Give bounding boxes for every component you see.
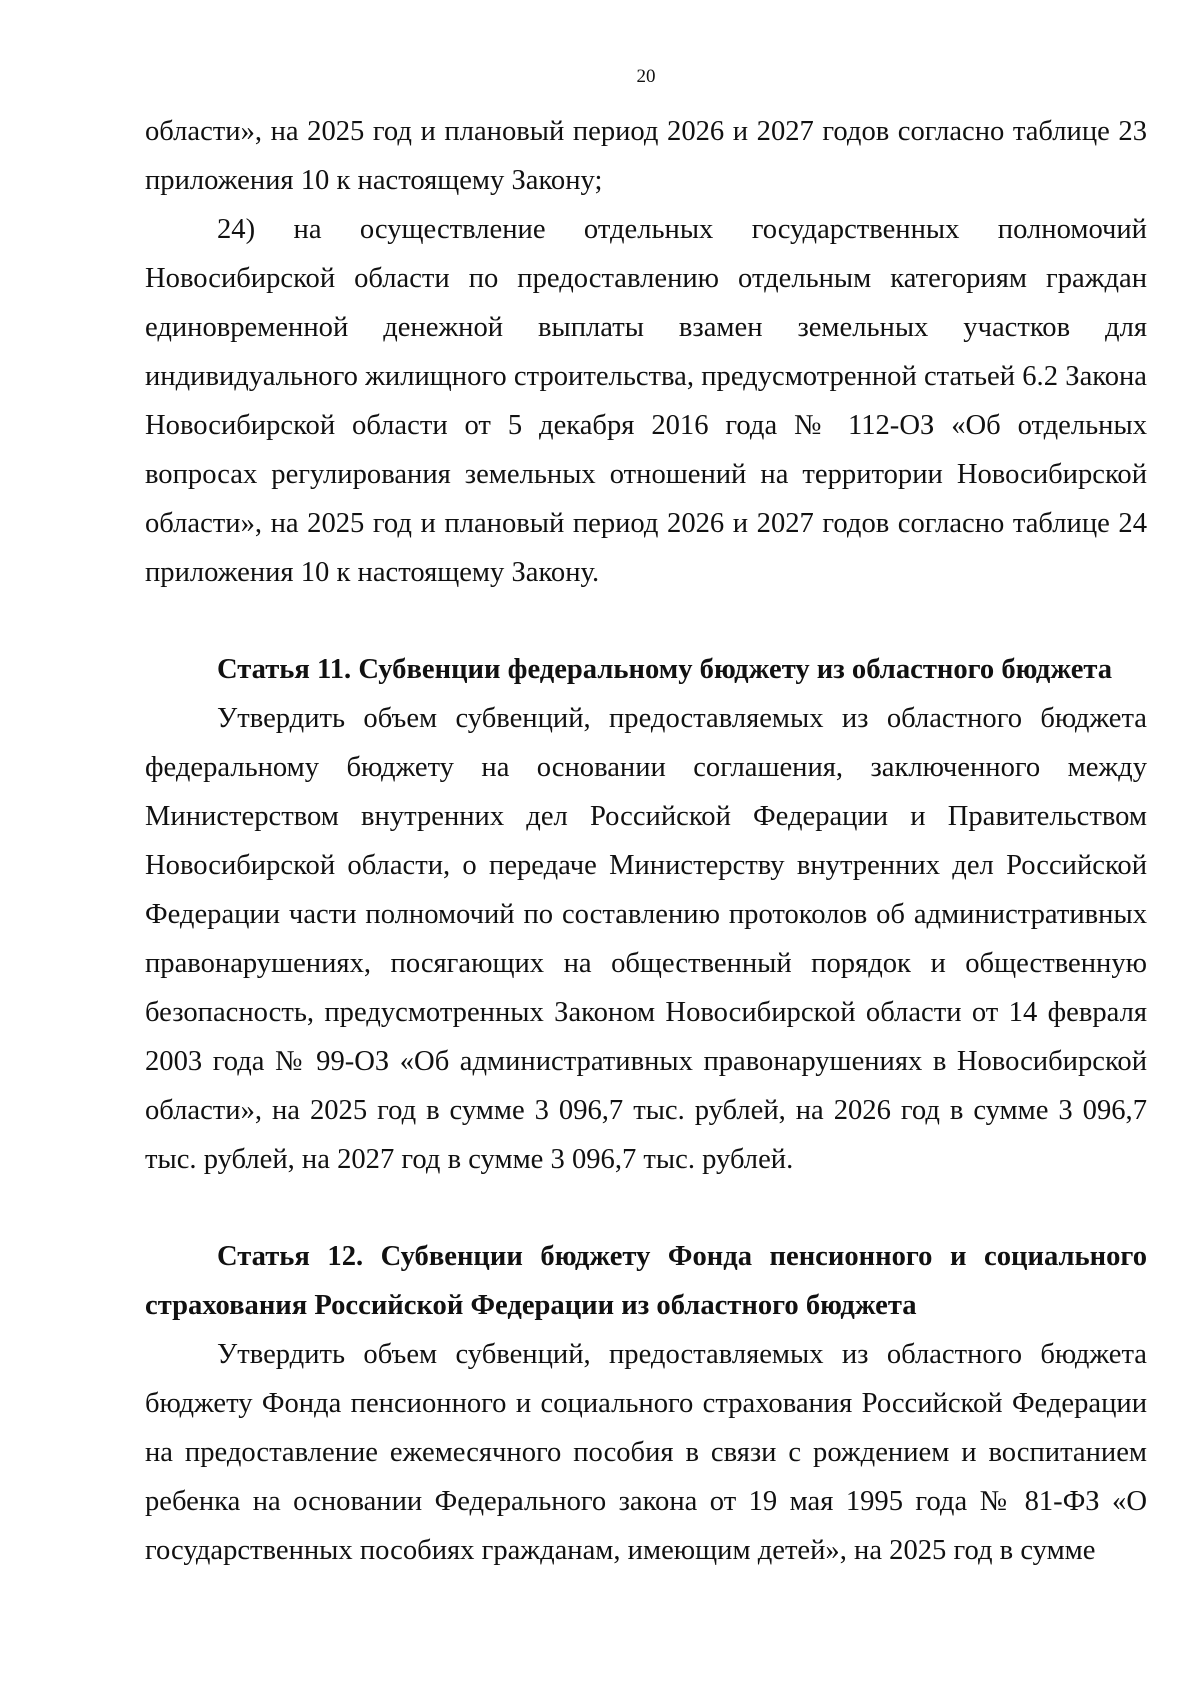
list-item-24 [145, 205, 1147, 597]
paragraph-continuation: области», на 2025 год и плановый период 2026 и 2027 годов согласно таблице 23 приложения 10 к настоящему Закону; [145, 116, 1147, 196]
article-11-heading: Статья 11. Субвенции федеральному бюджету из областного бюджета [217, 654, 1113, 685]
article-12-text: Утвердить объем субвенций, предоставляемых из областного бюджета бюджету Фонда пенсионного и социального страхования Российской Федерации на предоставление ежемесячного пособия в связи с рождением и воспитанием ребенка на основании Федерального закона от 19 мая 1995 года № 81-ФЗ «О государственных пособиях гражданам, имеющим детей», на 2025 год в сумме [145, 1339, 1147, 1566]
page-number: 20 [636, 66, 656, 87]
article-11-text: Утвердить объем субвенций, предоставляемых из областного бюджета федеральному бюджету на основании соглашения, заключенного между Министерством внутренних дел Российской Федерации и Правительством Новосибирской области, о передаче Министерству внутренних дел Российской Федерации части полномочий по составлению протоколов об административных правонарушениях, посягающих на общественный порядок и общественную безопасность, предусмотренных Законом Новосибирской области от 14 февраля 2003 года № 99-ОЗ «Об административных правонарушениях в Новосибирской области», на 2025 год в сумме 3 096,7 тыс. рублей, на 2026 год в сумме 3 096,7 тыс. рублей, на 2027 год в сумме 3 096,7 тыс. рублей. [145, 703, 1147, 1175]
list-item-text: на осуществление отдельных государственных полномочий Новосибирской области по предоставлению отдельным категориям граждан единовременной денежной выплаты взамен земельных участков для индивидуального жилищного строительства, предусмотренной статьей 6.2 Закона Новосибирской области от 5 декабря 2016 года № 112-ОЗ «Об отдельных вопросах регулирования земельных отношений на территории Новосибирской области», на 2025 год и плановый период 2026 и 2027 годов согласно таблице 24 приложения 10 к настоящему Закону. [145, 214, 1147, 588]
list-item-number: 24) [217, 214, 256, 245]
article-12-heading: Статья 12. Субвенции бюджету Фонда пенсионного и социального страхования Российской Федерации из областного бюджета [145, 1241, 1147, 1321]
document-page [145, 66, 1147, 1575]
